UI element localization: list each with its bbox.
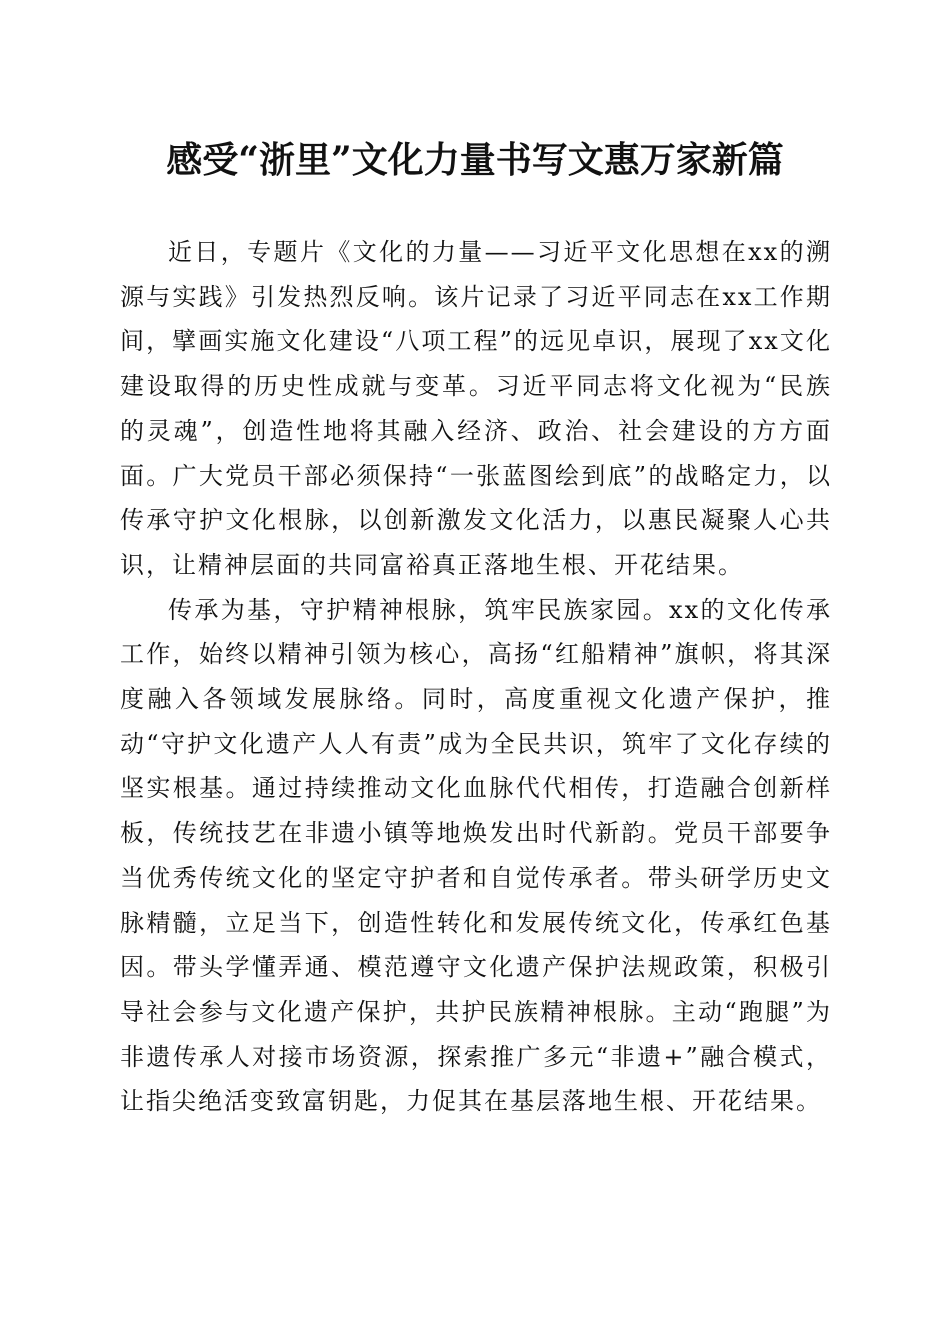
- document-body: [120, 230, 832, 1124]
- paragraph-1: 近日，专题片《文化的力量——习近平文化思想在xx的溯源与实践》引发热烈反响。该片记录了习近平同志在xx工作期间，擘画实施文化建设“八项工程”的远见卓识，展现了xx文化建设取得的历史性成就与变革。习近平同志将文化视为“民族的灵魂”，创造性地将其融入经济、政治、社会建设的方方面面。广大党员干部必须保持“一张蓝图绘到底”的战略定力，以传承守护文化根脉，以创新激发文化活力，以惠民凝聚人心共识，让精神层面的共同富裕真正落地生根、开花结果。: [120, 238, 832, 579]
- document-title: 感受“浙里”文化力量书写文惠万家新篇: [166, 139, 784, 181]
- paragraph-2: 传承为基，守护精神根脉，筑牢民族家园。xx的文化传承工作，始终以精神引领为核心，高扬“红船精神”旗帜，将其深度融入各领域发展脉络。同时，高度重视文化遗产保护，推动“守护文化遗产人人有责”成为全民共识，筑牢了文化存续的坚实根基。通过持续推动文化血脉代代相传，打造融合创新样板，传统技艺在非遗小镇等地焕发出时代新韵。党员干部要争当优秀传统文化的坚定守护者和自觉传承者。带头研学历史文脉精髓，立足当下，创造性转化和发展传统文化，传承红色基因。带头学懂弄通、模范遵守文化遗产保护法规政策，积极引导社会参与文化遗产保护，共护民族精神根脉。主动“跑腿”为非遗传承人对接市场资源，探索推广多元“非遗+”融合模式，让指尖绝活变致富钥匙，力促其在基层落地生根、开花结果。: [120, 595, 832, 1116]
